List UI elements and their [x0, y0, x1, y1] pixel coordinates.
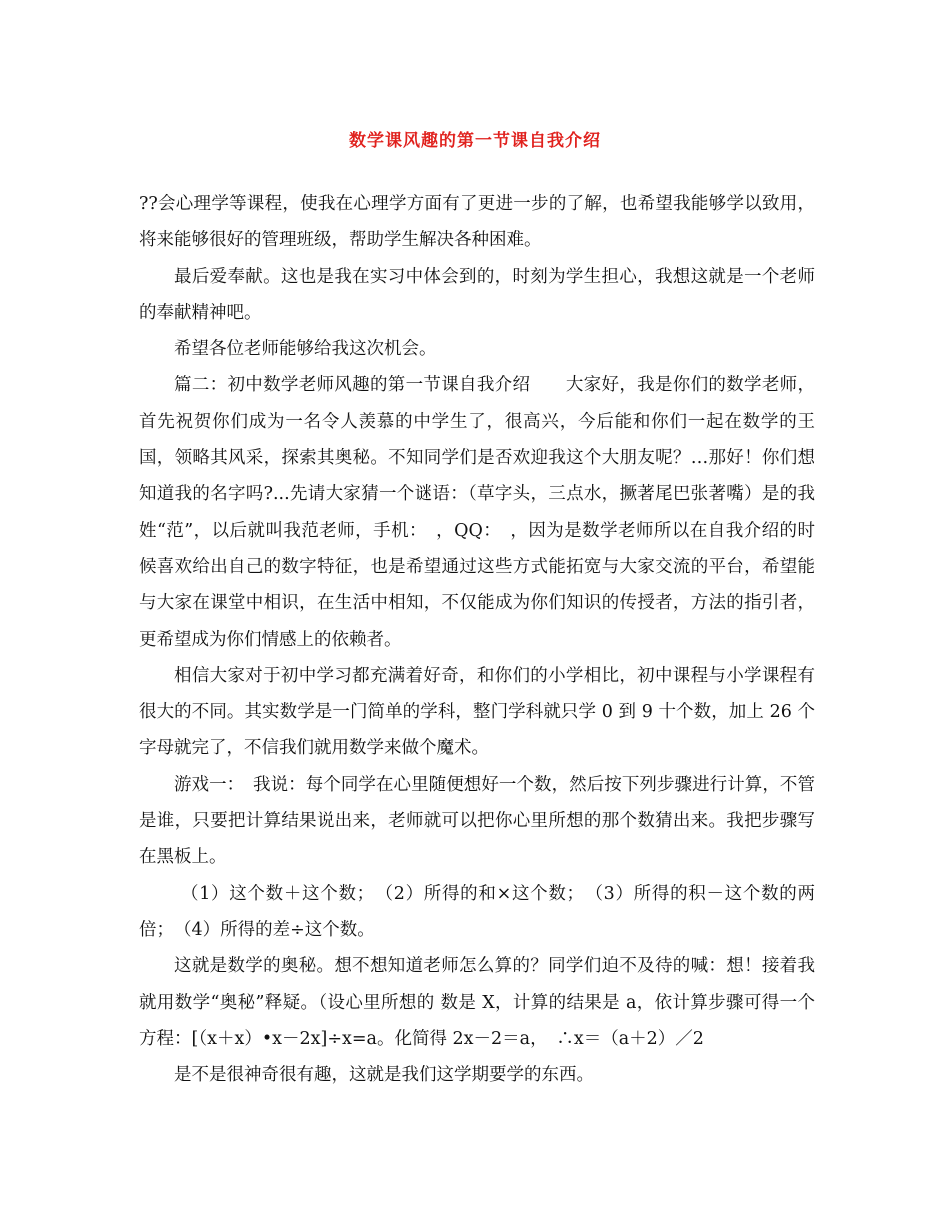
- paragraph-6: 游戏一： 我说：每个同学在心里随便想好一个数，然后按下列步骤进行计算，不管是谁，只要把计算结果说出来，老师就可以把你心里所想的那个数猜出来。我把步骤写在黑板上。: [139, 774, 815, 868]
- paragraph-7-steps: （1）这个数＋这个数； （2）所得的和×这个数； （3）所得的积－这个数的两倍； （4）所得的差÷这个数。: [139, 883, 815, 940]
- paragraph-8: 这就是数学的奥秘。想不想知道老师怎么算的？同学们迫不及待的喊：想！接着我就用数学“奥秘”释疑。（设心里所想的 数是 X，计算的结果是 a，依计算步骤可得一个方程：[（x＋x）•x－2x]÷x=a。化简得 2x－2＝a， ∴x＝（a＋2）／2: [139, 956, 815, 1049]
- document-body: [139, 186, 815, 1093]
- paragraph-4: 篇二：初中数学老师风趣的第一节课自我介绍 大家好，我是你们的数学老师，首先祝贺你们成为一名令人羡慕的中学生了，很高兴，今后能和你们一起在数学的王国，领略其风采，探索其奥秘。不知同学们是否欢迎我这个大朋友呢？…那好！你们想知道我的名字吗?...先请大家猜一个谜语：（草字头，三点水，撅著尾巴张著嘴）是的我姓“范”，以后就叫我范老师，手机： ，QQ： ，因为是数学老师所以在自我介绍的时候喜欢给出自己的数字特征，也是希望通过这些方式能拓宽与大家交流的平台，希望能与大家在课堂中相识，在生活中相知，不仅能成为你们知识的传授者，方法的指引者，更希望成为你们情感上的依赖者。: [139, 375, 815, 650]
- paragraph-1: ??会心理学等课程，使我在心理学方面有了更进一步的了解，也希望我能够学以致用，将来能够很好的管理班级，帮助学生解决各种困难。: [139, 194, 815, 251]
- paragraph-2: 最后爱奉献。这也是我在实习中体会到的，时刻为学生担心，我想这就是一个老师的奉献精神吧。: [139, 266, 815, 323]
- paragraph-9: 是不是很神奇很有趣，这就是我们这学期要学的东西。: [174, 1065, 594, 1086]
- paragraph-5: 相信大家对于初中学习都充满着好奇，和你们的小学相比，初中课程与小学课程有很大的不同。其实数学是一门简单的学科，整门学科就只学 0 到 9 十个数，加上 26 个字母就完了，不信我们就用数学来做个魔术。: [139, 665, 815, 759]
- paragraph-3: 希望各位老师能够给我这次机会。: [174, 339, 437, 360]
- document-title: 数学课风趣的第一节课自我介绍: [349, 131, 601, 151]
